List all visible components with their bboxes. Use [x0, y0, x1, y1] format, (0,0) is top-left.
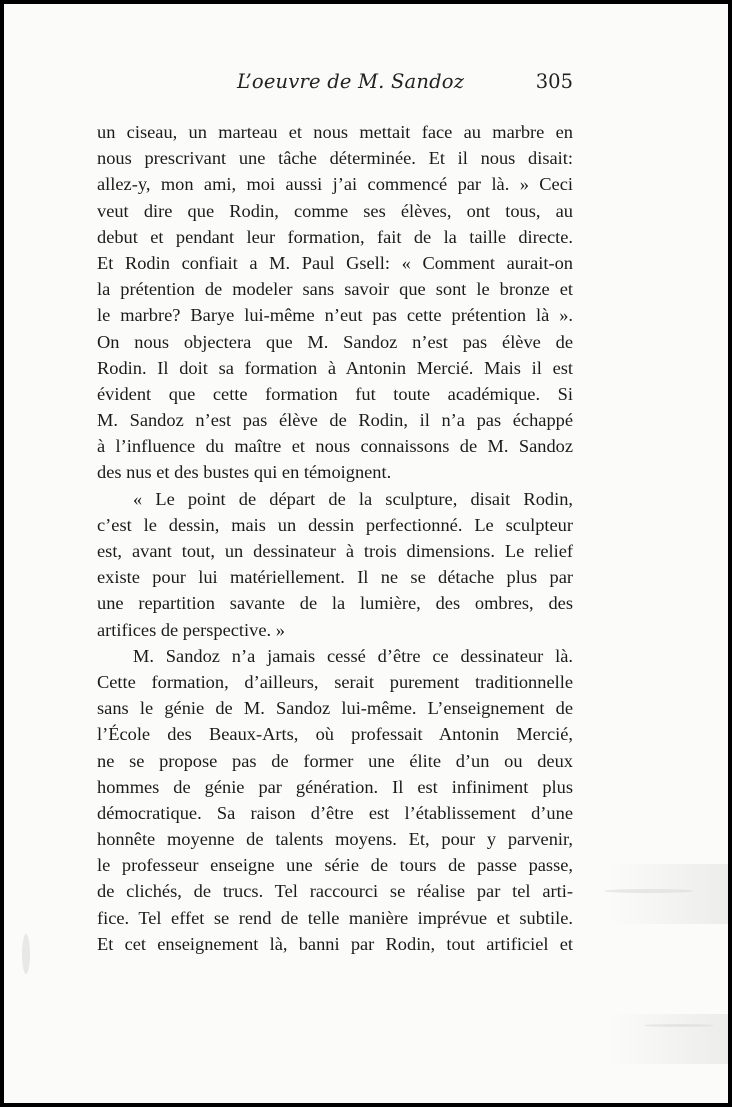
text-line: Cette formation, d’ailleurs, serait purement traditionnelle — [97, 671, 573, 692]
text-line: M. Sandoz n’est pas élève de Rodin, il n’a pas échappé — [97, 410, 573, 431]
text-line: « Le point de départ de la sculpture, disait Rodin, — [133, 488, 573, 509]
text-line: Et Rodin confiait a M. Paul Gsell: « Comment aurait-on — [97, 252, 573, 273]
text-line: veut dire que Rodin, comme ses élèves, ont tous, au — [97, 200, 573, 221]
text-line: ne se propose pas de former une élite d’un ou deux — [97, 750, 573, 771]
text-line: à l’influence du maître et nous connaissons de M. Sandoz — [97, 436, 573, 457]
paragraph-3 — [97, 643, 573, 957]
text-line: nous prescrivant une tâche déterminée. Et il nous disait: — [97, 148, 573, 169]
paragraph-1 — [97, 119, 573, 486]
scan-speck — [22, 934, 30, 974]
running-title: L’oeuvre de M. Sandoz — [237, 70, 465, 93]
text-line: de clichés, de trucs. Tel raccourci se réalise par tel arti- — [97, 881, 573, 902]
text-line: c’est le dessin, mais un dessin perfectionné. Le sculpteur — [97, 514, 573, 535]
text-line: allez-y, mon ami, moi aussi j’ai commencé par là. » Ceci — [97, 174, 573, 195]
text-line: On nous objectera que M. Sandoz n’est pas élève de — [97, 331, 573, 352]
text-line: debut et pendant leur formation, fait de la taille directe. — [97, 226, 573, 247]
text-line: Rodin. Il doit sa formation à Antonin Mercié. Mais il est — [97, 357, 573, 378]
text-line: des nus et des bustes qui en témoignent. — [97, 462, 392, 483]
scan-speck — [644, 1024, 714, 1027]
page-number: 305 — [535, 70, 573, 93]
text-line: artifices de perspective. » — [97, 619, 285, 640]
text-line: fice. Tel effet se rend de telle manière imprévue et subtile. — [97, 907, 573, 928]
text-line: honnête moyenne de talents moyens. Et, pour y parvenir, — [97, 829, 573, 850]
paragraph-2 — [97, 486, 573, 643]
text-line: hommes de génie par génération. Il est infiniment plus — [97, 776, 573, 797]
text-line: Et cet enseignement là, banni par Rodin, tout artificiel et — [97, 933, 573, 954]
text-line: est, avant tout, un dessinateur à trois dimensions. Le relief — [97, 541, 573, 561]
text-line: le professeur enseigne une série de tours de passe passe, — [97, 855, 573, 876]
scan-speck — [604, 889, 694, 893]
scan-shadow — [608, 1014, 728, 1064]
body-text — [97, 119, 573, 957]
scan-shadow — [608, 864, 728, 924]
text-line: existe pour lui matériellement. Il ne se détache plus par — [97, 567, 573, 588]
text-line: l’École des Beaux-Arts, où professait Antonin Mercié, — [97, 724, 573, 745]
text-line: M. Sandoz n’a jamais cessé d’être ce dessinateur là. — [133, 645, 573, 666]
text-line: le marbre? Barye lui-même n’eut pas cette prétention là ». — [97, 305, 573, 326]
text-line: la prétention de modeler sans savoir que sont le bronze et — [97, 279, 573, 300]
text-line: évident que cette formation fut toute académique. Si — [97, 383, 573, 404]
text-line: un ciseau, un marteau et nous mettait face au marbre en — [97, 122, 573, 142]
running-header — [97, 70, 573, 100]
text-line: démocratique. Sa raison d’être est l’établissement d’une — [97, 802, 573, 823]
text-line: une repartition savante de la lumière, des ombres, des — [97, 593, 573, 614]
text-line: sans le génie de M. Sandoz lui-même. L’enseignement de — [97, 698, 573, 719]
